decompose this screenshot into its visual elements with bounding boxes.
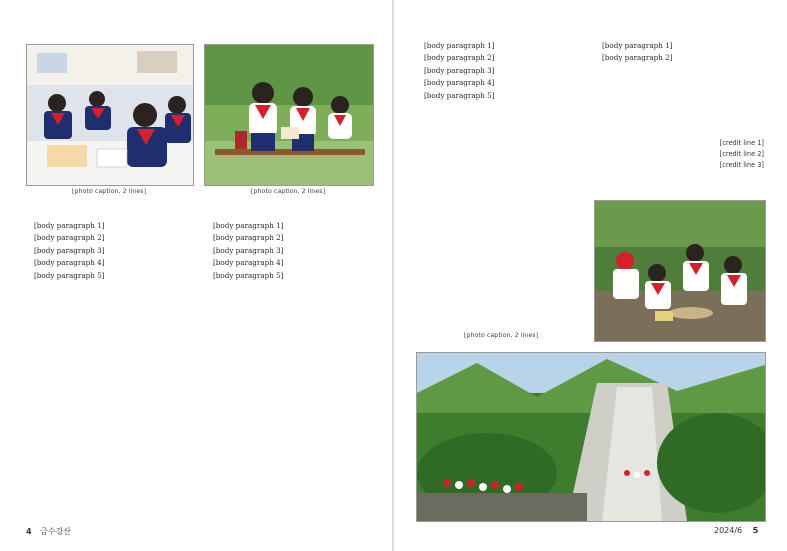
paragraph: [body paragraph 2] (602, 53, 673, 63)
paragraph: [body paragraph 1] (602, 41, 673, 50)
picnic-photo (594, 200, 766, 342)
paragraph: [body paragraph 3] (34, 245, 105, 255)
paragraph: [body paragraph 3] (424, 65, 495, 75)
paragraph: [body paragraph 1] (213, 221, 284, 230)
right-text-column-1 (416, 40, 586, 340)
magazine-name: 금수강산 (40, 527, 72, 536)
classroom-photo (26, 44, 194, 186)
paragraph: [body paragraph 4] (213, 258, 284, 268)
photo-credits (594, 138, 764, 171)
paragraph: [body paragraph 2] (34, 233, 105, 243)
right-footer (714, 526, 758, 535)
paragraph: [body paragraph 4] (34, 258, 105, 268)
paragraph: [body paragraph 5] (213, 270, 284, 280)
mountain-photo-caption: [photo caption, 2 lines] (463, 331, 539, 339)
credit-line: [credit line 3] (719, 161, 764, 169)
paragraph: [body paragraph 2] (213, 233, 284, 243)
left-text-column-2 (205, 220, 373, 520)
paragraph: [body paragraph 1] (34, 221, 105, 230)
credit-line: [credit line 2] (719, 150, 764, 158)
paragraph: [body paragraph 3] (213, 245, 284, 255)
classroom-photo-caption: [photo caption, 2 lines] (71, 187, 147, 195)
credit-line: [credit line 1] (719, 139, 764, 147)
left-page (0, 0, 393, 551)
mountain-photo (416, 352, 766, 522)
right-text-column-2 (594, 40, 764, 130)
reading-bench-photo (204, 44, 374, 186)
left-footer (26, 526, 71, 537)
paragraph: [body paragraph 2] (424, 53, 495, 63)
paragraph: [body paragraph 1] (424, 41, 495, 50)
reading-bench-photo-caption: [photo caption, 2 lines] (250, 187, 326, 195)
right-page (394, 0, 787, 551)
right-page-number: 5 (752, 526, 759, 535)
paragraph: [body paragraph 5] (424, 90, 495, 100)
paragraph: [body paragraph 4] (424, 78, 495, 88)
left-page-number: 4 (26, 527, 32, 536)
issue-date: 2024/6 (714, 526, 743, 535)
paragraph: [body paragraph 5] (34, 270, 105, 280)
left-text-column-1 (26, 220, 192, 520)
